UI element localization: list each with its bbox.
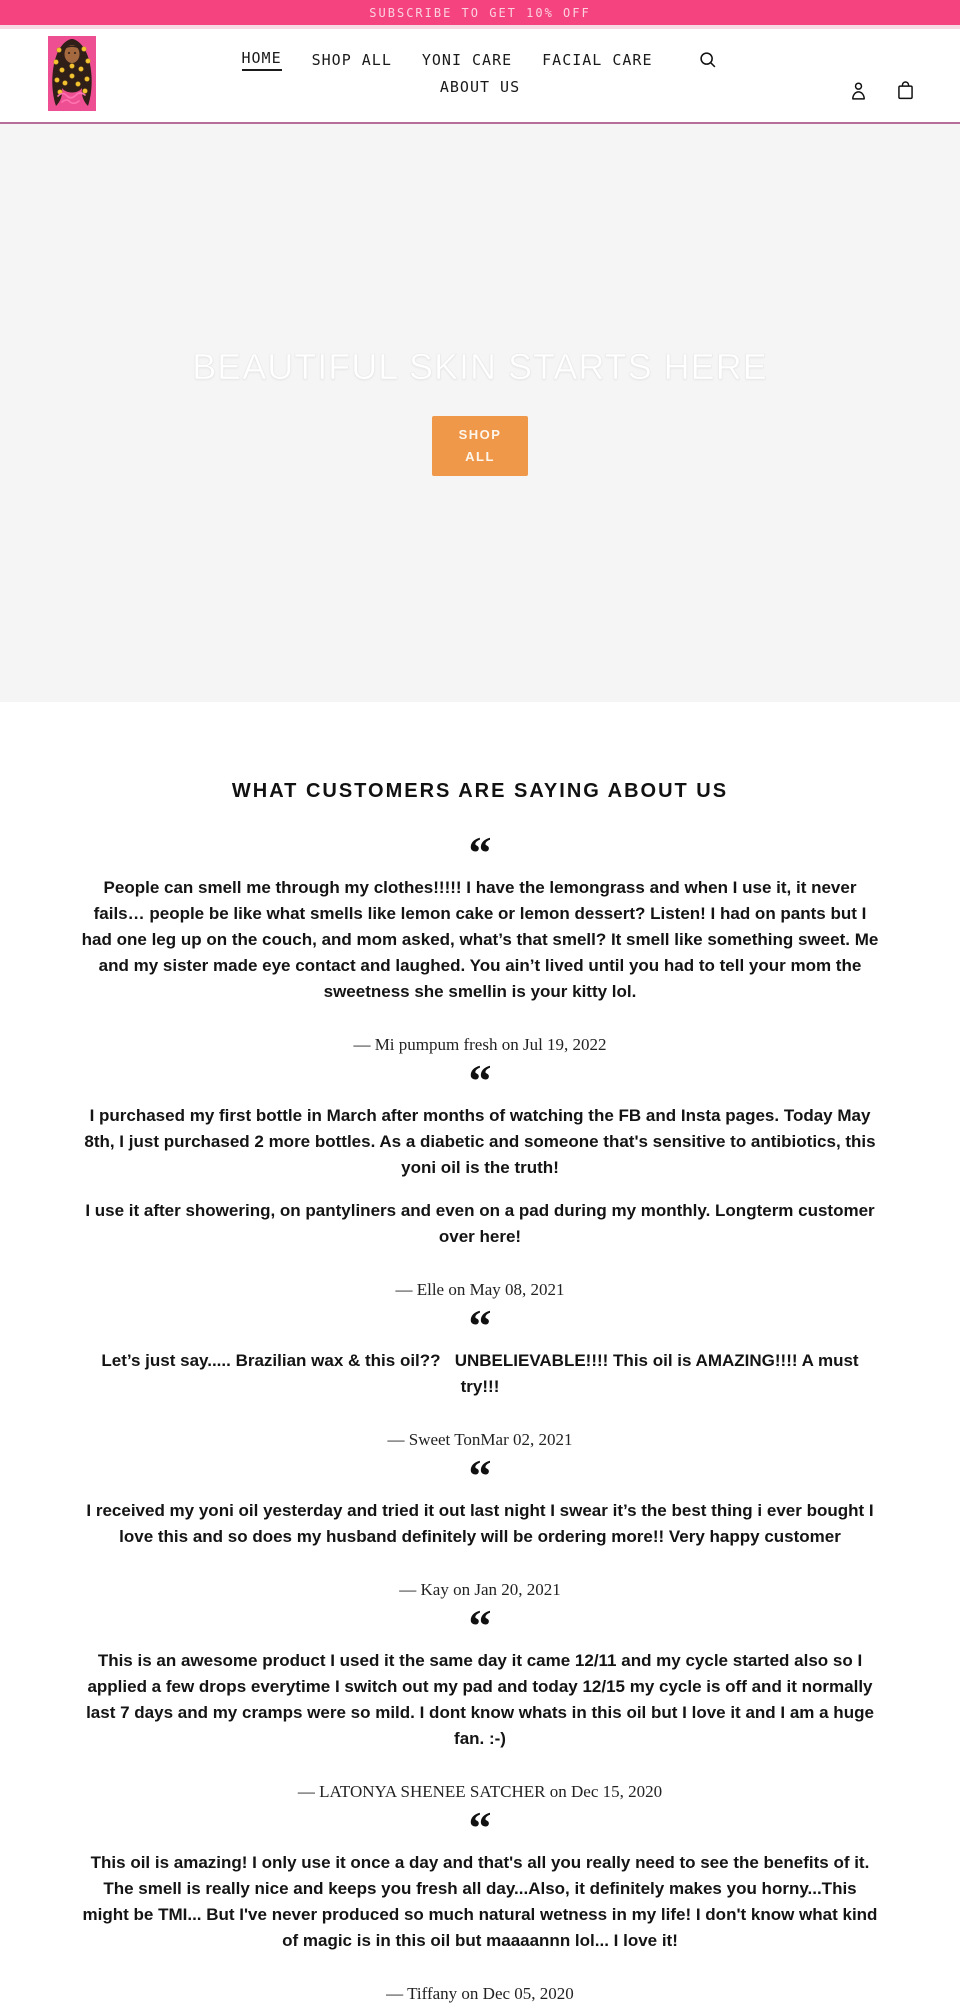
main-nav xyxy=(0,49,960,96)
hero-banner xyxy=(0,124,960,702)
quote-icon: “ xyxy=(468,1450,492,1501)
testimonial-attribution: — Mi pumpum fresh on Jul 19, 2022 xyxy=(353,1035,607,1054)
search-icon[interactable] xyxy=(697,49,719,71)
nav-row-secondary xyxy=(440,78,520,96)
reviews-heading: WHAT CUSTOMERS ARE SAYING ABOUT US xyxy=(231,780,729,802)
nav-item-shop-all[interactable]: SHOP ALL xyxy=(311,51,392,69)
quote-icon: “ xyxy=(468,1802,492,1853)
testimonial-text: I purchased my first bottle in March after months of watching the FB and Insta pages. Today May 8th, I just purchased 2 more bottles. As a diabetic and someone that's sensitive to antibiotics, this yoni oil is the truth! xyxy=(84,1106,876,1177)
testimonial-text: I use it after showering, on pantyliners and even on a pad during my monthly. Longterm customer over here! xyxy=(85,1201,875,1246)
shop-all-button[interactable]: SHOP ALL xyxy=(432,416,528,476)
testimonial-attribution: — Tiffany on Dec 05, 2020 xyxy=(386,1984,574,2003)
site-header xyxy=(0,29,960,124)
nav-row-primary xyxy=(242,49,719,71)
nav-item-yoni-care[interactable]: YONI CARE xyxy=(421,51,513,69)
quote-icon: “ xyxy=(468,1055,492,1106)
testimonial-text: Let’s just say..... Brazilian wax & this oil?? UNBELIEVABLE!!!! This oil is AMAZING!!!! A must try!!! xyxy=(101,1351,859,1396)
hero-heading: BEAUTIFUL SKIN STARTS HERE xyxy=(192,346,768,387)
testimonial-text: People can smell me through my clothes!!!!! I have the lemongrass and when I use it, it never fails… people be like what smells like lemon cake or lemon dessert? Listen! I had on pants but I had one leg up on the couch, and mom asked, what’s that smell? It smell like something sweet. Me and my sister made eye contact and laughed. You ain’t lived until you had to tell your mom the sweetness she smellin is your kitty lol. xyxy=(81,878,879,1001)
nav-item-facial-care[interactable]: FACIAL CARE xyxy=(542,51,653,69)
quote-icon: “ xyxy=(468,827,492,878)
testimonial-attribution: — Kay on Jan 20, 2021 xyxy=(399,1580,561,1599)
testimonial-attribution: — LATONYA SHENEE SATCHER on Dec 15, 2020 xyxy=(297,1782,663,1801)
header-icons xyxy=(848,79,916,102)
testimonial-attribution: — Elle on May 08, 2021 xyxy=(395,1280,565,1299)
testimonial xyxy=(80,1055,880,1300)
nav-item-home[interactable]: HOME xyxy=(242,49,282,71)
quote-icon: “ xyxy=(468,1600,492,1651)
quote-icon: “ xyxy=(468,1300,492,1351)
testimonial-text: I received my yoni oil yesterday and tried it out last night I swear it’s the best thing i ever bought I love this and so does my husband definitely will be ordering more!! Very happy customer xyxy=(86,1501,874,1546)
testimonial xyxy=(80,1450,880,1600)
reviews-section xyxy=(0,702,960,2004)
testimonial xyxy=(80,827,880,1055)
announcement-text: SUBSCRIBE TO GET 10% OFF xyxy=(369,5,591,20)
testimonial-text: This is an awesome product I used it the same day it came 12/11 and my cycle started also so I applied a few drops everytime I switch out my pad and today 12/15 my cycle is off and it normally last 7 days and my cramps were so mild. I dont know whats in this oil but I love it and I am a huge fan. :-) xyxy=(86,1651,874,1748)
testimonial xyxy=(80,1802,880,2004)
testimonial-text: This oil is amazing! I only use it once a day and that's all you really need to see the benefits of it. The smell is really nice and keeps you fresh all day...Also, it definitely makes you horny...This might be TMI... But I've never produced so much natural wetness in my life! I don't know what kind of magic is in this oil but maaaannn lol... I love it! xyxy=(82,1853,878,1950)
announcement-bar[interactable] xyxy=(0,0,960,29)
testimonial-attribution: — Sweet TonMar 02, 2021 xyxy=(387,1430,573,1449)
testimonial xyxy=(80,1300,880,1450)
testimonial xyxy=(80,1600,880,1802)
account-icon[interactable] xyxy=(848,80,869,102)
nav-item-about-us[interactable]: ABOUT US xyxy=(439,78,521,96)
cart-icon[interactable] xyxy=(895,79,916,102)
